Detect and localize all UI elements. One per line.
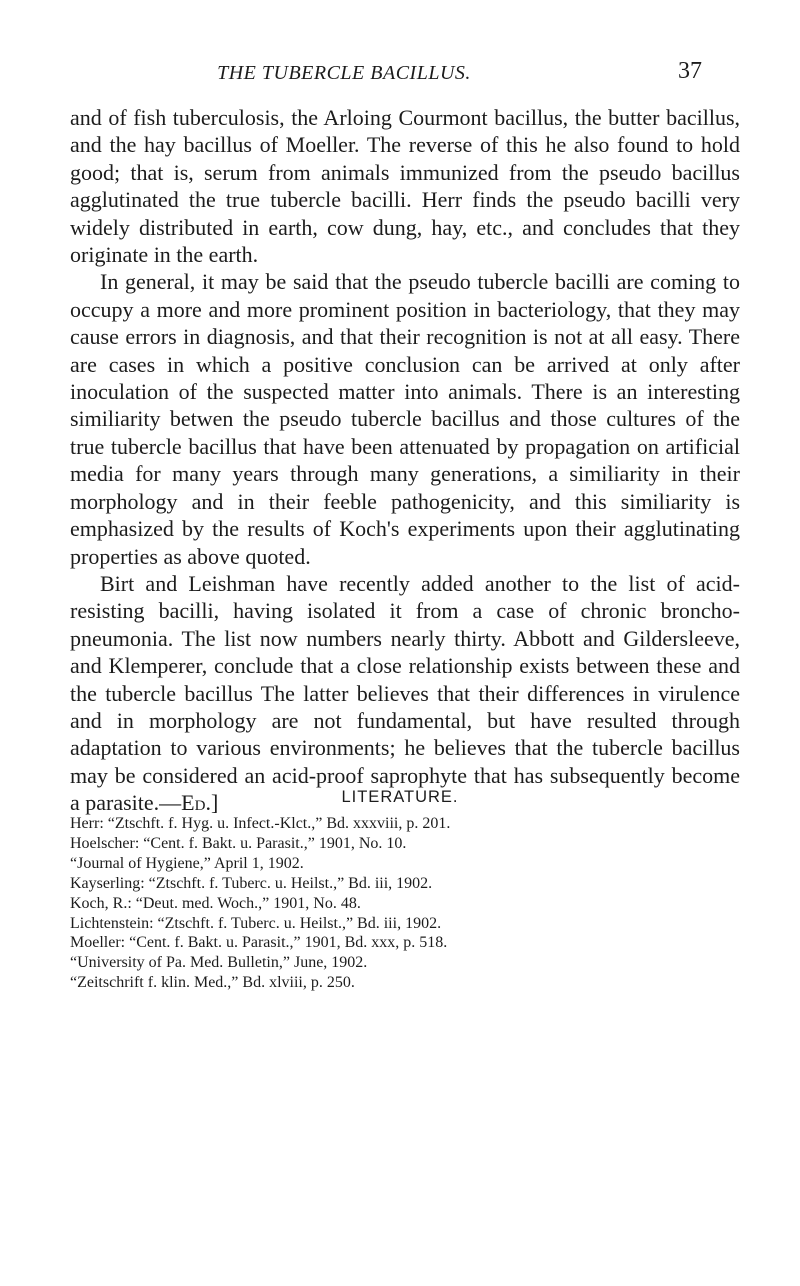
literature-ref: Moeller: “Cent. f. Bakt. u. Parasit.,” 1901, Bd. xxx, p. 518. (70, 934, 448, 952)
running-title: THE TUBERCLE BACILLUS. (217, 62, 471, 84)
literature-ref: “Zeitschrift f. klin. Med.,” Bd. xlviii, p. 250. (70, 974, 355, 992)
literature-ref: Lichtenstein: “Ztschft. f. Tuberc. u. Heilst.,” Bd. iii, 1902. (70, 914, 442, 932)
paragraph-1: and of fish tuberculosis, the Arloing Courmont bacillus, the butter bacillus, and the hay bacillus of Moeller. The reverse of this he also found to hold good; that is, serum from animals immunized from the pseudo bacillus agglutinated the true tubercle bacilli. Herr finds the pseudo bacilli very widely distributed in earth, cow dung, hay, etc., and concludes that they originate in the earth. (70, 105, 740, 268)
literature-list (70, 814, 750, 993)
literature-ref: Kayserling: “Ztschft. f. Tuberc. u. Heilst.,” Bd. iii, 1902. (70, 874, 433, 892)
page-number: 37 (678, 58, 702, 84)
literature-ref: “University of Pa. Med. Bulletin,” June, 1902. (70, 954, 368, 972)
literature-ref: “Journal of Hygiene,” April 1, 1902. (70, 854, 304, 872)
paragraph-2: In general, it may be said that the pseudo tubercle bacilli are coming to occupy a more and more prominent position in bacteriology, that they may cause errors in diagnosis, and that their recognition is not at all easy. There are cases in which a positive conclusion can be arrived at only after inoculation of the suspected matter into animals. There is an interesting similiarity betwen the pseudo tubercle bacillus and those cultures of the true tubercle bacillus that have been attenuated by propagation on artificial media for many years through many generations, a similiarity in their morphology and in their feeble pathogenicity, and this similiarity is emphasized by the results of Koch's experiments upon their agglutinating properties as above quoted. (70, 269, 740, 569)
paragraph-3 (70, 570, 740, 817)
body-text (70, 104, 740, 817)
editor-signature: Ed. (181, 790, 211, 816)
literature-ref: Hoelscher: “Cent. f. Bakt. u. Parasit.,” 1901, No. 10. (70, 834, 407, 852)
closing-bracket: ] (210, 790, 219, 816)
page-header (0, 58, 800, 88)
literature-heading: LITERATURE. (341, 788, 459, 806)
literature-ref: Koch, R.: “Deut. med. Woch.,” 1901, No. 48. (70, 894, 361, 912)
paragraph-3-text: Birt and Leishman have recently added another to the list of acid-resisting bacilli, having isolated it from a case of chronic broncho-pneumonia. The list now numbers nearly thirty. Abbott and Gildersleeve, and Klemperer, conclude that a close relationship exists between these and the tubercle bacillus The latter believes that their differences in virulence and in morphology are not fundamental, but have resulted through adaptation to various environments; he believes that the tubercle bacillus may be considered an acid-proof saprophyte that has subsequently become a parasite.— (70, 570, 740, 816)
literature-ref: Herr: “Ztschft. f. Hyg. u. Infect.-Klct.,” Bd. xxxviii, p. 201. (70, 815, 451, 832)
